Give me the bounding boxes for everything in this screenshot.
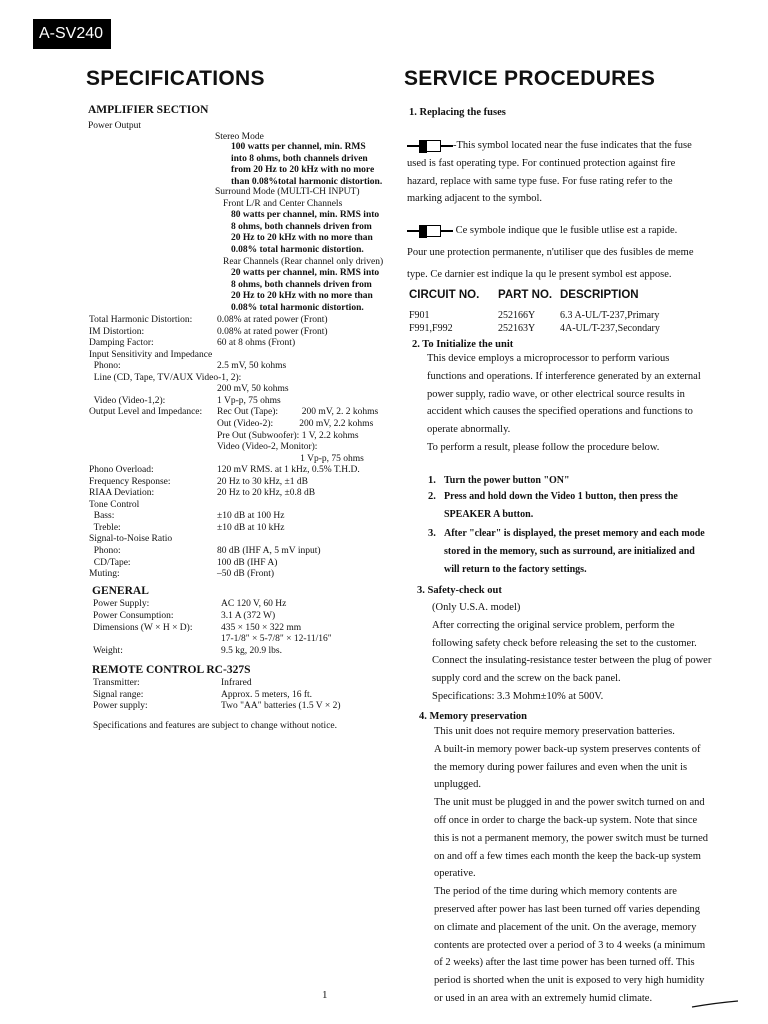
step-text	[444, 525, 705, 578]
s2-line: functions and operations. If interference generated by an external	[427, 370, 701, 382]
rear-line: 20 Hz to 20 kHz with no more than	[231, 291, 373, 302]
spec-label: Output Level and Impedance:	[89, 407, 203, 418]
s4-line: The period of the time during which memory contents are	[434, 886, 677, 898]
rear-channels-label: Rear Channels (Rear channel only driven)	[223, 257, 384, 267]
step-line: SPEAKER A button.	[444, 508, 534, 520]
s3-line: supply cord and the screw on the back panel.	[432, 673, 621, 685]
amplifier-section-heading: AMPLIFIER SECTION	[88, 104, 209, 116]
general-label: Weight:	[93, 646, 123, 657]
spec-label: Tone Control	[89, 499, 140, 510]
s4-line: on and off a few times each month the keep the back-up system	[434, 850, 701, 862]
spec-value: 60 at 8 ohms (Front)	[217, 338, 296, 349]
fuse-symbol-icon	[407, 140, 453, 152]
general-heading: GENERAL	[92, 585, 149, 597]
s4-line: the memory during power failures and even when the unit is	[434, 761, 688, 773]
spec-value: Out (Video-2): 200 mV, 2.2 kohms	[217, 418, 374, 429]
spec-value: 200 mV, 50 kohms	[217, 384, 289, 395]
spec-label: Phono Overload:	[89, 465, 154, 476]
spec-label: Treble:	[89, 522, 121, 533]
step-text	[444, 488, 678, 524]
general-value: AC 120 V, 60 Hz	[221, 599, 287, 609]
spec-value: 120 mV RMS. at 1 kHz, 0.5% T.H.D.	[217, 465, 360, 476]
section-3-text	[432, 599, 747, 706]
step-line: will return to the factory settings.	[444, 563, 587, 575]
pen-mark	[690, 1000, 740, 1008]
s4-line: This unit does not require memory preservation batteries.	[434, 726, 675, 737]
fuse-en-line-4: marking adjacent to the symbol.	[407, 193, 543, 205]
spec-value: Pre Out (Subwoofer): 1 V, 2.2 kohms	[217, 430, 359, 441]
remote-control-heading: REMOTE CONTROL RC-327S	[92, 664, 251, 676]
s4-line: A built-in memory power back-up system preserves contents of	[434, 743, 701, 755]
remote-label: Power supply:	[93, 701, 148, 711]
general-value: 17-1/8" × 5-7/8" × 12-11/16"	[221, 634, 332, 645]
stereo-mode-text	[231, 142, 382, 188]
fuse-en-line-2: used is fast operating type. For continued protection against fire	[407, 157, 676, 169]
s4-line: this is not a permanent memory, the power switch must be turned	[434, 832, 709, 844]
spec-label: RIAA Deviation:	[89, 488, 155, 499]
stereo-line: into 8 ohms, both channels driven	[231, 153, 368, 164]
front-channels-label: Front L/R and Center Channels	[223, 199, 343, 209]
front-line: 0.08% total harmonic distortion.	[231, 244, 364, 255]
s4-line: The unit must be plugged in and the power switch turned on and	[434, 797, 705, 809]
step-line: stored in the memory, such as surround, are initialized and	[444, 545, 695, 557]
spec-label: Bass:	[89, 511, 115, 522]
spec-value: 20 Hz to 20 kHz, ±0.8 dB	[217, 488, 316, 499]
s2-line: power supply, radio wave, or other electrical source results in	[427, 388, 685, 400]
spec-label: Total Harmonic Distortion:	[89, 315, 193, 325]
rear-line: 20 watts per channel, min. RMS into	[231, 268, 380, 278]
remote-label: Signal range:	[93, 689, 144, 700]
spec-label: Phono:	[89, 361, 121, 372]
fuse-english-text	[407, 137, 747, 208]
spec-label: Video (Video-1,2):	[89, 395, 166, 406]
spec-value: –50 dB (Front)	[217, 569, 274, 580]
s4-line: of 2 weeks) after the last time power has been turned off. This	[434, 957, 695, 969]
fuse-table-desc: 6.3 A-UL/T-237,Primary	[560, 310, 660, 321]
table-header-part: PART NO.	[498, 289, 553, 301]
fuse-en-line-1: -This symbol located near the fuse indicates that the fuse	[453, 140, 692, 151]
s4-line: preserved after power has last been turned off varies depending	[434, 903, 700, 915]
fuse-fr-line-3: type. Ce darnier est indique la qu le present symbol est appose.	[407, 268, 672, 280]
section-1-title: 1. Replacing the fuses	[409, 107, 506, 118]
spec-value: 1 Vp-p, 75 ohms	[217, 453, 364, 464]
s3-line: following safety check before releasing the set to the customer.	[432, 637, 697, 649]
s2-line: accident which causes the specified operations and functions to	[427, 406, 693, 418]
s4-line: unplugged.	[434, 779, 481, 791]
spec-label: Phono:	[89, 546, 121, 556]
s4-line: period is shorted when the unit is exposed to very high humidity	[434, 975, 705, 987]
fuse-french-text	[407, 222, 747, 283]
spec-value: ±10 dB at 100 Hz	[217, 511, 285, 522]
step-line: After "clear" is displayed, the preset memory and each mode	[444, 528, 705, 539]
front-channels-text	[231, 210, 379, 256]
s4-line: operative.	[434, 868, 476, 880]
remote-value: Two "AA" batteries (1.5 V × 2)	[221, 701, 341, 711]
spec-label: Line (CD, Tape, TV/AUX Video-1, 2):	[89, 372, 242, 383]
s4-line: contents are protected over a period of 3 to 4 weeks (a minimum	[434, 939, 706, 951]
spec-value: Video (Video-2, Monitor):	[217, 442, 318, 453]
remote-value: Approx. 5 meters, 16 ft.	[221, 689, 313, 700]
fuse-table-circuit: F901	[409, 310, 430, 321]
model-tag: A-SV240	[33, 19, 111, 49]
surround-mode-label: Surround Mode (MULTI-CH INPUT)	[215, 187, 360, 197]
stereo-mode-label: Stereo Mode	[215, 132, 264, 142]
general-value: 435 × 150 × 322 mm	[221, 622, 302, 633]
general-value: 3.1 A (372 W)	[221, 610, 276, 621]
rear-channels-text	[231, 268, 379, 314]
rear-line: 8 ohms, both channels driven from	[231, 279, 372, 290]
spec-label: IM Distortion:	[89, 326, 145, 337]
fuse-en-line-3: hazard, replace with same type fuse. For fuse rating refer to the	[407, 175, 673, 187]
section-4-title: 4. Memory preservation	[419, 711, 527, 722]
table-header-description: DESCRIPTION	[560, 289, 639, 301]
general-value: 9.5 kg, 20.9 lbs.	[221, 646, 282, 657]
section-2-text	[427, 350, 747, 457]
stereo-line: 100 watts per channel, min. RMS	[231, 142, 366, 152]
step-number: 3.	[428, 528, 436, 539]
step-line: Turn the power button "ON"	[444, 475, 570, 486]
spec-label: Signal-to-Noise Ratio	[89, 534, 173, 545]
step-line: Press and hold down the Video 1 button, then press the	[444, 491, 678, 502]
fuse-symbol-icon	[407, 225, 453, 237]
s4-line: or used in an area with an extremely humid climate.	[434, 992, 653, 1004]
spec-note: Specifications and features are subject to change without notice.	[93, 721, 338, 731]
spec-label: Frequency Response:	[89, 476, 171, 487]
spec-value: 100 dB (IHF A)	[217, 557, 278, 568]
s3-line: Specifications: 3.3 Mohm±10% at 500V.	[432, 690, 604, 702]
remote-label: Transmitter:	[93, 678, 140, 688]
fuse-table-circuit: F991,F992	[409, 323, 453, 334]
spec-value: 2.5 mV, 50 kohms	[217, 361, 287, 372]
s3-line: (Only U.S.A. model)	[432, 602, 521, 613]
s2-line: To perform a result, please follow the procedure below.	[427, 441, 660, 453]
stereo-line: than 0.08%total harmonic distortion.	[231, 176, 383, 187]
power-output-label: Power Output	[88, 121, 142, 131]
rear-line: 0.08% total harmonic distortion.	[231, 302, 364, 313]
section-4-text	[434, 723, 749, 1008]
step-number: 1.	[428, 475, 436, 486]
remote-value: Infrared	[221, 678, 252, 688]
general-label: Dimensions (W × H × D):	[93, 622, 193, 633]
section-2-title: 2. To Initialize the unit	[412, 339, 514, 350]
fuse-table-part: 252163Y	[498, 323, 536, 334]
front-line: 8 ohms, both channels driven from	[231, 221, 372, 232]
s3-line: Connect the insulating-resistance tester between the plug of power	[432, 655, 712, 667]
specifications-title: SPECIFICATIONS	[86, 67, 265, 90]
table-header-circuit: CIRCUIT NO.	[409, 289, 480, 301]
spec-value: ±10 dB at 10 kHz	[217, 522, 285, 533]
general-label: Power Consumption:	[93, 610, 174, 621]
fuse-table-desc: 4A-UL/T-237,Secondary	[560, 323, 660, 334]
spec-label: Damping Factor:	[89, 338, 154, 349]
s2-line: operate abnormally.	[427, 424, 511, 436]
s4-line: off once in order to charge the back-up system. Note that since	[434, 814, 698, 826]
spec-value: Rec Out (Tape): 200 mV, 2. 2 kohms	[217, 407, 379, 418]
front-line: 20 Hz to 20 kHz with no more than	[231, 233, 373, 244]
spec-label: Muting:	[89, 569, 120, 580]
spec-label: Input Sensitivity and Impedance	[89, 349, 213, 360]
stereo-line: from 20 Hz to 20 kHz with no more	[231, 165, 375, 176]
s2-line: This device employs a microprocessor to perform various	[427, 353, 670, 364]
page-number: 1	[322, 989, 328, 1001]
spec-value: 1 Vp-p, 75 ohms	[217, 395, 281, 406]
step-number: 2.	[428, 491, 436, 502]
spec-label: CD/Tape:	[89, 557, 131, 568]
spec-value: 20 Hz to 30 kHz, ±1 dB	[217, 476, 308, 487]
fuse-table-part: 252166Y	[498, 310, 536, 321]
spec-value: 0.08% at rated power (Front)	[217, 315, 328, 325]
spec-value: 80 dB (IHF A, 5 mV input)	[217, 546, 321, 556]
fuse-fr-line-1: Ce symbole indique que le fusible utlise est a rapide.	[455, 225, 678, 236]
section-3-title: 3. Safety-check out	[417, 585, 502, 596]
s3-line: After correcting the original service problem, perform the	[432, 619, 675, 631]
s4-line: on climate and placement of the unit. On the average, memory	[434, 921, 697, 933]
front-line: 80 watts per channel, min. RMS into	[231, 210, 380, 220]
fuse-fr-line-2: Pour une protection permanente, n'utiliser que des fusibles de meme	[407, 246, 694, 258]
general-label: Power Supply:	[93, 599, 150, 609]
spec-value: 0.08% at rated power (Front)	[217, 326, 328, 337]
service-procedures-title: SERVICE PROCEDURES	[404, 67, 656, 90]
